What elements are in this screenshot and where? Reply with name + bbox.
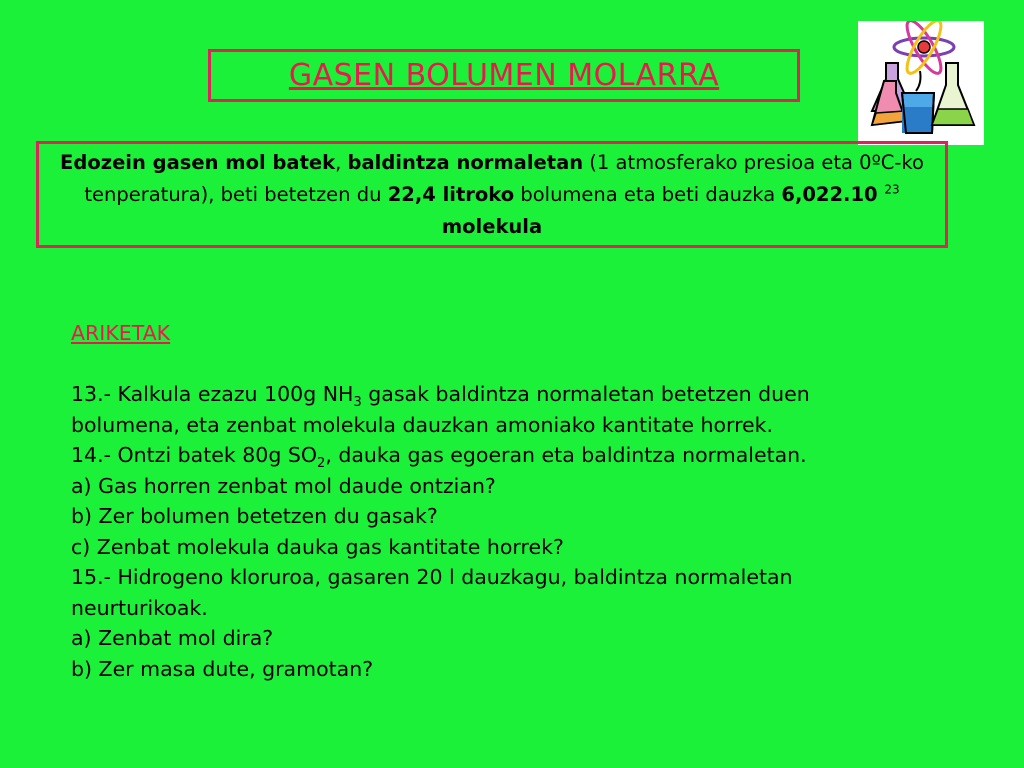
definition-part: bolumena eta beti dauzka (514, 183, 782, 206)
text: gasak baldintza normaletan betetzen duen (361, 382, 810, 406)
exercise-13-line (71, 379, 971, 410)
exponent: 23 (884, 182, 900, 197)
definition-box (36, 141, 948, 248)
text: 14.- Ontzi batek 80g SO (71, 443, 318, 467)
exercise-15-line-2: neurturikoak. (71, 595, 208, 620)
exercise-15-a: a) Zenbat mol dira? (71, 626, 274, 650)
page-title: GASEN BOLUMEN MOLARRA (288, 58, 720, 93)
exercise-15-b: b) Zer masa dute, gramotan? (71, 656, 374, 681)
definition-part: (1 atmosferako presioa eta 0ºC-ko tenperatura), beti betetzen du (84, 151, 924, 206)
chemistry-flasks-atom-icon (858, 21, 984, 145)
definition-part: , (335, 151, 348, 174)
definition-part: 22,4 litroko (387, 183, 515, 206)
text: 13.- Kalkula ezazu 100g NH (71, 382, 354, 406)
title-box (208, 49, 800, 102)
exercise-13-line-2: bolumena, eta zenbat molekula dauzkan amoniako kantitate horrek. (71, 412, 774, 437)
definition-part: molekula (441, 215, 543, 238)
exercise-14-line (71, 440, 971, 471)
exercise-14-c: c) Zenbat molekula dauka gas kantitate horrek? (71, 534, 564, 559)
exercise-14-a: a) Gas horren zenbat mol daude ontzian? (71, 473, 496, 498)
exercise-15-line: 15.- Hidrogeno kloruroa, gasaren 20 l dauzkagu, baldintza normaletan (71, 565, 793, 589)
definition-part: 6,022.10 (781, 183, 885, 206)
text: , dauka gas egoeran eta baldintza normaletan. (325, 443, 807, 467)
subscript: 3 (353, 395, 362, 411)
definition-part: baldintza normaletan (347, 151, 584, 174)
exercise-14-b: b) Zer bolumen betetzen du gasak? (71, 504, 438, 528)
exercises-heading: ARIKETAK (71, 321, 171, 345)
exercises-section (71, 318, 971, 684)
subscript: 2 (317, 456, 326, 472)
definition-part: Edozein gasen mol batek (60, 151, 336, 174)
